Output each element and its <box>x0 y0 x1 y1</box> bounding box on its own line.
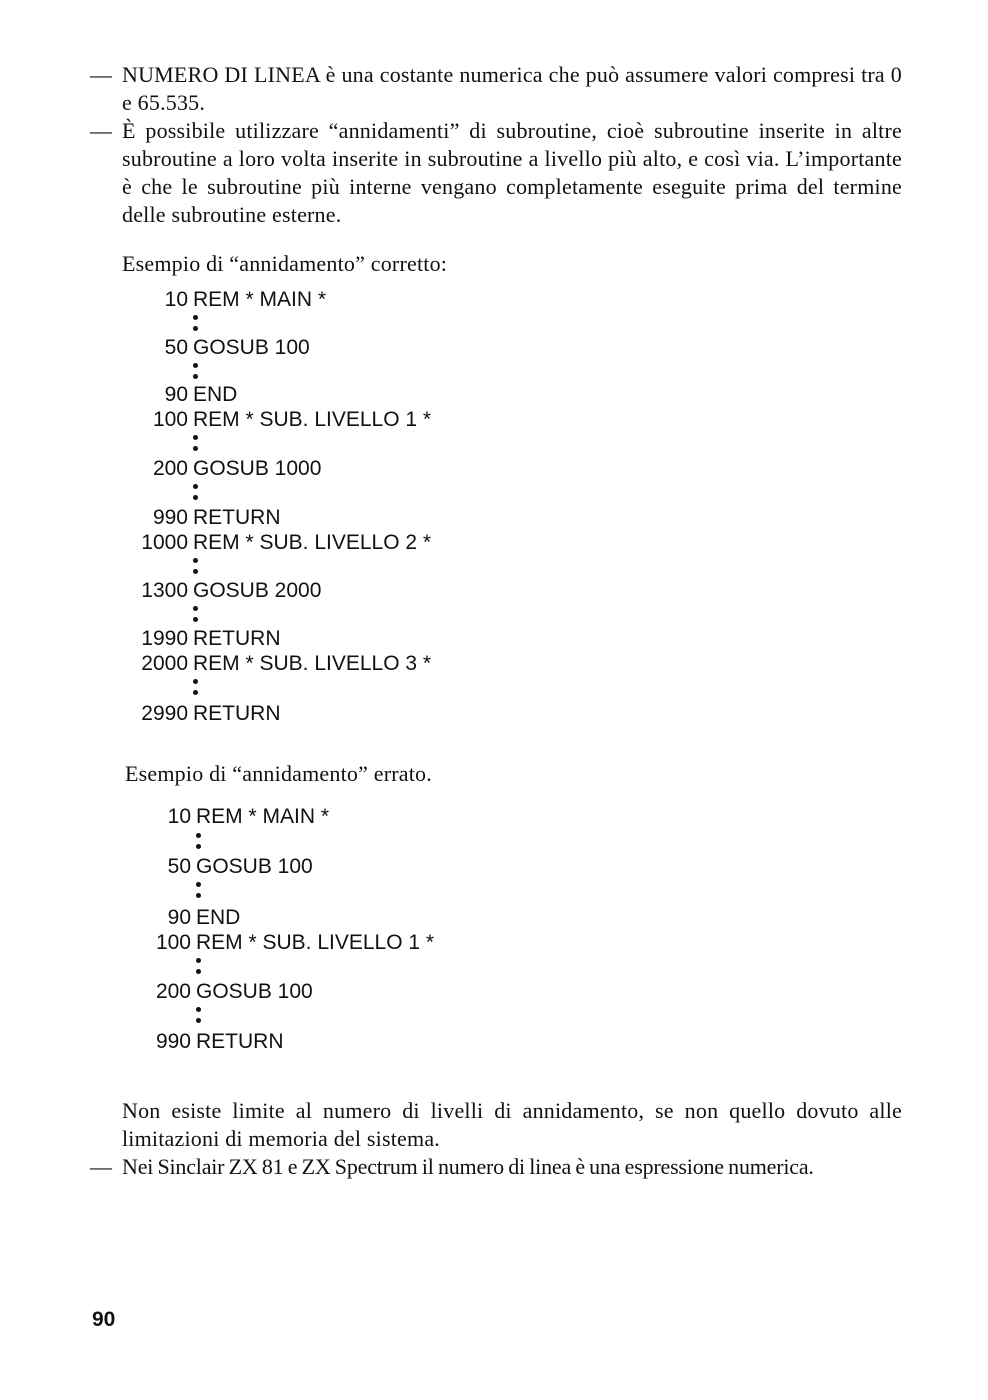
statement: GOSUB 100 <box>193 336 310 359</box>
example-wrong-heading: Esempio di “annidamento” errato. <box>125 761 432 786</box>
code-line <box>103 804 329 830</box>
code-line <box>103 905 240 931</box>
bullet-text: Nei Sinclair ZX 81 e ZX Spectrum il numero di linea è una espressione numerica. <box>122 1154 814 1179</box>
line-number: 90 <box>167 906 191 929</box>
code-line <box>100 287 326 313</box>
statement: REM * SUB. LIVELLO 1 * <box>193 408 432 431</box>
code-line <box>100 382 237 408</box>
statement: REM * MAIN * <box>193 288 327 311</box>
statement: GOSUB 100 <box>196 855 313 878</box>
line-number: 10 <box>167 805 191 828</box>
ellipsis-dots <box>193 361 199 381</box>
bullet-text: È possibile utilizzare “annidamenti” di subroutine, cioè subroutine inserite in altre subroutine a loro volta inserite in subroutine a livello più alto, e così via. L’importante è che le subroutine più interne vengano completamente eseguite prima del termine delle subroutine esterne. <box>122 118 902 227</box>
line-number: 200 <box>152 457 188 480</box>
code-line <box>103 1029 284 1055</box>
line-number: 50 <box>164 336 188 359</box>
code-line <box>100 456 321 482</box>
line-number: 100 <box>155 931 191 954</box>
statement: REM * SUB. LIVELLO 2 * <box>193 531 432 554</box>
bullet-text: NUMERO DI LINEA è una costante numerica che può assumere valori compresi tra 0 e 65.535. <box>122 62 902 115</box>
bullet-dash: — <box>90 62 113 87</box>
bullet-numero-di-linea <box>90 61 902 117</box>
line-number: 1000 <box>141 531 188 554</box>
line-number: 100 <box>152 408 188 431</box>
ellipsis-dots <box>193 556 199 576</box>
line-number: 990 <box>152 506 188 529</box>
bullet-sinclair <box>90 1153 902 1181</box>
line-number: 990 <box>155 1030 191 1053</box>
ellipsis-dots <box>193 677 199 697</box>
statement: GOSUB 1000 <box>193 457 322 480</box>
ellipsis-dots <box>196 831 202 851</box>
line-number: 2000 <box>141 652 188 675</box>
line-number: 200 <box>155 980 191 1003</box>
statement: REM * SUB. LIVELLO 3 * <box>193 652 432 675</box>
page-number: 90 <box>92 1308 116 1331</box>
line-number: 1990 <box>141 627 188 650</box>
statement: GOSUB 100 <box>196 980 313 1003</box>
closing-paragraph: Non esiste limite al numero di livelli di annidamento, se non quello dovuto alle limitazioni di memoria del sistema. <box>122 1098 902 1151</box>
ellipsis-dots <box>196 1005 202 1025</box>
code-line <box>103 979 313 1005</box>
statement: RETURN <box>196 1030 284 1053</box>
statement: END <box>196 906 241 929</box>
ellipsis-dots <box>193 433 199 453</box>
code-line <box>100 701 281 727</box>
ellipsis-dots <box>193 313 199 333</box>
line-number: 10 <box>164 288 188 311</box>
statement: END <box>193 383 238 406</box>
example-correct-heading: Esempio di “annidamento” corretto: <box>122 251 448 276</box>
ellipsis-dots <box>196 956 202 976</box>
line-number: 2990 <box>141 702 188 725</box>
code-line <box>103 930 434 956</box>
code-line <box>100 335 310 361</box>
code-line <box>100 530 431 556</box>
statement: REM * SUB. LIVELLO 1 * <box>196 931 435 954</box>
code-line <box>100 407 431 433</box>
statement: REM * MAIN * <box>196 805 330 828</box>
line-number: 1300 <box>141 579 188 602</box>
code-line <box>100 505 281 531</box>
code-line <box>103 854 313 880</box>
code-line <box>100 651 431 677</box>
statement: GOSUB 2000 <box>193 579 322 602</box>
code-line <box>100 626 281 652</box>
ellipsis-dots <box>193 482 199 502</box>
bullet-dash: — <box>90 118 113 143</box>
bullet-annidamenti <box>90 117 902 229</box>
statement: RETURN <box>193 702 281 725</box>
ellipsis-dots <box>193 604 199 624</box>
ellipsis-dots <box>196 880 202 900</box>
statement: RETURN <box>193 627 281 650</box>
statement: RETURN <box>193 506 281 529</box>
line-number: 50 <box>167 855 191 878</box>
code-line <box>100 578 321 604</box>
bullet-dash: — <box>90 1154 113 1179</box>
line-number: 90 <box>164 383 188 406</box>
